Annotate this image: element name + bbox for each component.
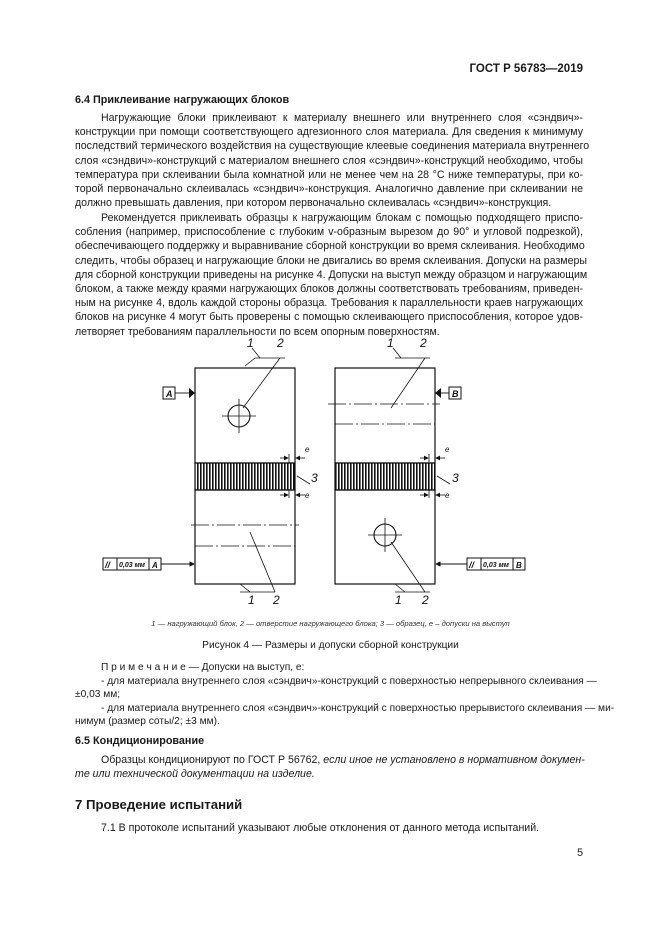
left-bottom-block <box>195 490 295 584</box>
label-e: e <box>445 491 450 500</box>
right-specimen <box>335 463 435 490</box>
parallel-symbol: // <box>105 560 111 570</box>
figure-caption: Рисунок 4 — Размеры и допуски сборной конструкции <box>202 640 459 651</box>
section-6-5-para <box>75 753 583 781</box>
tolerance-b-datum: В <box>516 561 522 570</box>
note-item: ±0,03 мм; <box>75 689 121 701</box>
text-line: летворяет требованиям параллельности по всем опорным поверхностям. <box>75 325 440 338</box>
note-block <box>75 661 615 729</box>
label-e: e <box>305 491 310 500</box>
right-top-block <box>335 368 435 463</box>
label-e: e <box>305 445 310 454</box>
text-line: блоков на рисунке 4 могут быть проверены с помощью склеивающего приспособления, которое удов- <box>75 311 583 324</box>
text-line: обеспечивающего поддержку и выравнивание сборной конструкции во время склеивания. Необходимо <box>75 240 585 253</box>
datum-b-triangle <box>435 388 441 398</box>
section-6-4-title: 6.4 Приклеивание нагружающих блоков <box>75 94 290 106</box>
figure-4-drawing <box>95 326 555 616</box>
text-line: конструкции при помощи соответствующего адгезионного слоя материала. Для сведения к минимуму <box>75 126 583 139</box>
figure-legend: 1 — нагружающий блок, 2 — отверстие нагружающего блока; 3 — образец, е – допуски на выступ <box>151 619 510 628</box>
text-line: должно превышать давления, при котором первоначально склеивалась «сэндвич»-конструкция. <box>75 197 552 210</box>
datum-a-letter: А <box>166 389 173 399</box>
section-6-4-para2 <box>75 211 588 339</box>
label-2: 2 <box>420 336 427 350</box>
label-3: 3 <box>311 471 318 485</box>
text-plain: Образцы кондиционируют по ГОСТ Р 56762, <box>101 754 324 766</box>
section-7-title: 7 Проведение испытаний <box>75 797 243 812</box>
text-line: следить, чтобы образец и нагружающие блоки не двигались во время склеивания. Допуски на размеры <box>75 254 587 267</box>
text-line <box>75 753 583 767</box>
text-line: блоком, а также между краями нагружающих блоков должны соответствовать требованиям, приведен- <box>75 283 583 296</box>
text-line: те или технической документации на изделие. <box>75 768 315 781</box>
text-line: 7.1 В протоколе испытаний указывают любые отклонения от данного метода испытаний. <box>101 822 540 834</box>
label-1: 1 <box>395 593 402 607</box>
left-top-block <box>195 368 295 463</box>
leader-line <box>240 584 250 592</box>
leader-line <box>391 358 425 408</box>
leader-line <box>250 532 275 592</box>
label-1: 1 <box>248 593 255 607</box>
label-1: 1 <box>387 336 394 350</box>
note-item: - для материала внутреннего слоя «сэндвич»-конструкций с поверхностью непрерывного склеивания — <box>101 675 597 687</box>
section-7-1 <box>75 821 583 835</box>
text-line: Рекомендуется приклеивать образцы к нагружающим блокам с помощью подходящего приспо- <box>101 212 583 224</box>
label-3: 3 <box>452 471 459 485</box>
note-item: нимум (размер соты/2; ±3 мм). <box>75 716 220 728</box>
left-specimen <box>195 463 295 490</box>
text-line: собления (например, приспособление с глубоким v-образным вырезом до 90° и угловой подрезкой), <box>75 226 583 239</box>
text-line: торой первоначально склеивалась «сэндвич»-конструкция. Аналогично давление при склеивании не <box>75 183 583 196</box>
leader-line <box>297 476 310 484</box>
section-6-5-title: 6.5 Кондиционирование <box>75 735 205 747</box>
note-item: - для материала внутреннего слоя «сэндвич»-конструкций с поверхностью прерывистого склеивания — ми- <box>101 702 615 714</box>
text-italic: если иное не установлено в нормативном докумен- <box>323 754 585 766</box>
parallel-symbol: // <box>469 560 475 570</box>
label-2: 2 <box>273 593 280 607</box>
tolerance-a: 0,03 мм <box>119 562 145 569</box>
text-line: Нагружающие блоки приклеивают к материалу внешнего или внутреннего слоя «сэндвич»- <box>101 112 583 124</box>
tolerance-a-datum: А <box>152 561 158 570</box>
label-e: e <box>445 445 450 454</box>
text-line: последствий термического воздействия на существующие клеевые соединения материала внутреннего <box>75 140 590 153</box>
note-head: П р и м е ч а н и е — Допуски на выступ, е: <box>101 662 305 673</box>
page-number: 5 <box>577 847 583 859</box>
datum-b-letter: В <box>452 389 459 399</box>
label-2: 2 <box>277 336 284 350</box>
section-6-4-para1 <box>75 111 590 210</box>
text-line: температура при склеивании была комнатной или не менее чем на 28 °С ниже температуры, при ко- <box>75 168 583 181</box>
left-assembly <box>103 348 310 592</box>
document-id: ГОСТ Р 56783—2019 <box>469 63 583 75</box>
leader-line <box>243 358 280 408</box>
leader-line <box>437 476 450 484</box>
text-line: для сборной конструкции приведены на рисунке 4. Допуски на выступ между образцом и нагружающим <box>75 268 588 281</box>
label-2: 2 <box>422 593 429 607</box>
tolerance-b: 0,03 мм <box>483 562 509 569</box>
text-line: ным на рисунке 4, вдоль каждой стороны образца. Требования к параллельности краев нагружающих <box>75 297 583 310</box>
right-assembly <box>328 348 525 592</box>
datum-a-triangle <box>189 388 195 398</box>
label-1: 1 <box>247 336 254 350</box>
text-line: слоя «сэндвич»-конструкций с материалом внешнего слоя «сэндвич»-конструкций необходимо, чтобы <box>75 154 583 167</box>
